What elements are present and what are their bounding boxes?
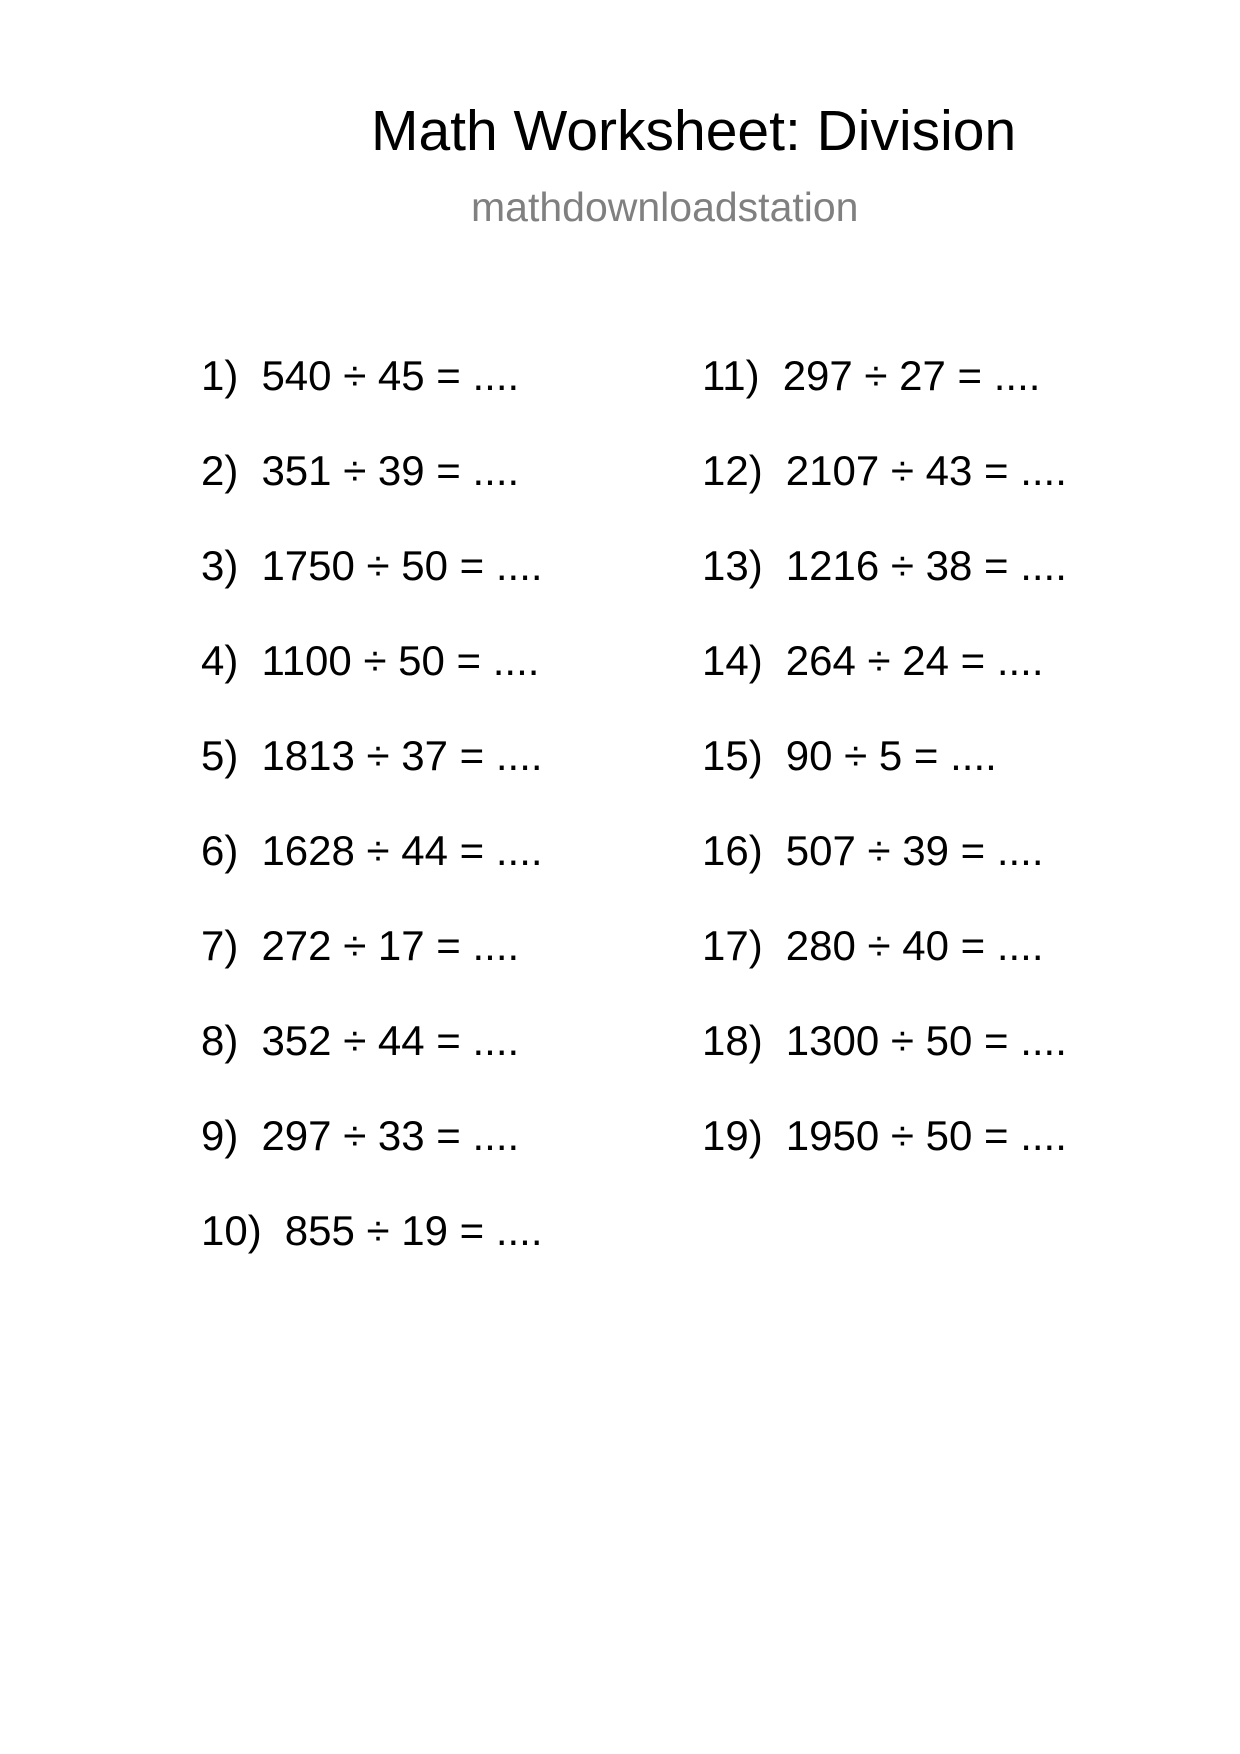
problem-item <box>702 351 1067 446</box>
problem-expression: 1628 ÷ 44 = .... <box>261 827 543 874</box>
problem-item <box>201 921 543 1016</box>
problem-expression: 507 ÷ 39 = .... <box>785 827 1044 874</box>
problem-number: 15) <box>702 732 763 779</box>
problem-number: 8) <box>201 1017 239 1064</box>
problem-expression: 855 ÷ 19 = .... <box>284 1207 543 1254</box>
problem-number: 2) <box>201 447 239 494</box>
problem-column-right <box>702 351 1067 1206</box>
problem-number: 11) <box>702 352 760 399</box>
problem-expression: 280 ÷ 40 = .... <box>785 922 1044 969</box>
problem-item <box>702 921 1067 1016</box>
problem-expression: 297 ÷ 27 = .... <box>782 352 1041 399</box>
problem-number: 4) <box>201 637 239 684</box>
problem-expression: 1813 ÷ 37 = .... <box>261 732 543 779</box>
problem-expression: 351 ÷ 39 = .... <box>261 447 520 494</box>
problem-item <box>702 826 1067 921</box>
problem-item <box>201 351 543 446</box>
problem-number: 3) <box>201 542 239 589</box>
problem-expression: 1216 ÷ 38 = .... <box>785 542 1067 589</box>
problem-expression: 90 ÷ 5 = .... <box>785 732 997 779</box>
problem-item <box>201 446 543 541</box>
problem-expression: 272 ÷ 17 = .... <box>261 922 520 969</box>
problem-number: 9) <box>201 1112 239 1159</box>
problem-expression: 1750 ÷ 50 = .... <box>261 542 543 589</box>
page-title: Math Worksheet: Division <box>371 99 1017 163</box>
problem-number: 19) <box>702 1112 763 1159</box>
problem-item <box>201 1016 543 1111</box>
problem-expression: 297 ÷ 33 = .... <box>261 1112 520 1159</box>
problem-number: 18) <box>702 1017 763 1064</box>
problem-number: 7) <box>201 922 239 969</box>
problem-expression: 1300 ÷ 50 = .... <box>785 1017 1067 1064</box>
problem-number: 14) <box>702 637 763 684</box>
problem-number: 1) <box>201 352 239 399</box>
problem-number: 5) <box>201 732 239 779</box>
problem-column-left <box>201 351 543 1301</box>
problem-item <box>702 636 1067 731</box>
problem-item <box>702 1111 1067 1206</box>
problem-expression: 2107 ÷ 43 = .... <box>785 447 1067 494</box>
problem-item <box>201 826 543 921</box>
problem-expression: 540 ÷ 45 = .... <box>261 352 520 399</box>
problem-number: 12) <box>702 447 763 494</box>
problem-item <box>702 1016 1067 1111</box>
problem-expression: 352 ÷ 44 = .... <box>261 1017 520 1064</box>
problem-expression: 1100 ÷ 50 = .... <box>261 637 540 684</box>
problem-expression: 1950 ÷ 50 = .... <box>785 1112 1067 1159</box>
problem-item <box>702 541 1067 636</box>
problem-number: 17) <box>702 922 763 969</box>
problem-item <box>702 731 1067 826</box>
problem-item <box>201 541 543 636</box>
page-subtitle: mathdownloadstation <box>471 184 859 230</box>
problem-item <box>201 636 543 731</box>
problem-item <box>702 446 1067 541</box>
problem-number: 16) <box>702 827 763 874</box>
problem-item <box>201 1206 543 1301</box>
problem-number: 13) <box>702 542 763 589</box>
problem-item <box>201 731 543 826</box>
problem-item <box>201 1111 543 1206</box>
problem-number: 6) <box>201 827 239 874</box>
problem-number: 10) <box>201 1207 262 1254</box>
problem-expression: 264 ÷ 24 = .... <box>785 637 1044 684</box>
